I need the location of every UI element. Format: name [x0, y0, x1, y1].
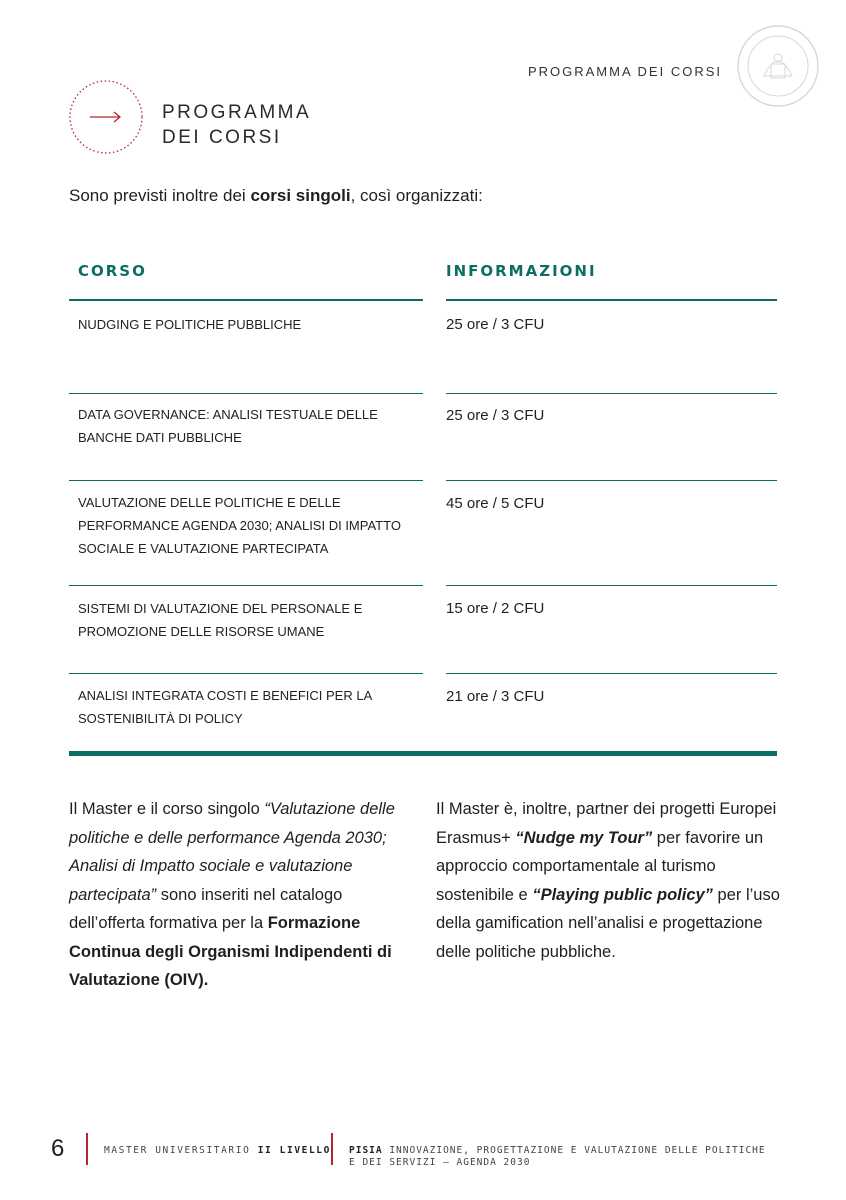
- row-divider: [446, 673, 777, 674]
- oiv-course-title: “Valutazione delle politiche e delle performance Agenda 2030; Analisi di Impatto sociale e valutazione partecipata”: [69, 800, 395, 904]
- course-name: NUDGING E POLITICHE PUBBLICHE: [78, 317, 302, 332]
- row-divider: [69, 480, 423, 481]
- row-divider: [446, 480, 777, 481]
- course-name: SISTEMI DI VALUTAZIONE DEL PERSONALE E PROMOZIONE DELLE RISORSE UMANE: [78, 601, 363, 639]
- oiv-text-2: sono inseriti nel catalogo dell’offerta formativa per la: [69, 885, 343, 932]
- course-info: 45 ore / 5 CFU: [446, 495, 545, 512]
- course-name: ANALISI INTEGRATA COSTI E BENEFICI PER LA SOSTENIBILITÀ DI POLICY: [78, 688, 372, 726]
- row-divider: [446, 585, 777, 586]
- oiv-paragraph: [69, 795, 399, 995]
- intro-bold: corsi singoli: [250, 186, 351, 205]
- footer-master-text: MASTER UNIVERSITARIO: [104, 1145, 258, 1156]
- footer-divider: [86, 1133, 88, 1165]
- right-arrow-icon: [68, 79, 144, 155]
- section-title-line1: PROGRAMMA: [162, 102, 312, 123]
- erasmus-text-2: per favorire un approccio comportamentale al turismo sostenibile e: [436, 828, 764, 904]
- row-divider: [69, 585, 423, 586]
- course-info: 21 ore / 3 CFU: [446, 688, 545, 705]
- header-divider-right: [446, 299, 777, 301]
- course-info: 25 ore / 3 CFU: [446, 407, 545, 424]
- oiv-bold-text: Formazione Continua degli Organismi Indipendenti di Valutazione (OIV).: [69, 914, 392, 989]
- oiv-text-1: Il Master e il corso singolo: [69, 800, 265, 818]
- row-divider: [69, 393, 423, 394]
- course-info: 25 ore / 3 CFU: [446, 316, 545, 333]
- footer-divider: [331, 1133, 333, 1165]
- intro-after: , così organizzati:: [350, 186, 483, 205]
- column-header-info: INFORMAZIONI: [446, 262, 597, 280]
- running-header: PROGRAMMA DEI CORSI: [527, 64, 722, 79]
- erasmus-text-3: per l’uso della gamification nell’analisi e progettazione delle politiche pubbliche.: [436, 885, 780, 961]
- course-info: 15 ore / 2 CFU: [446, 600, 545, 617]
- footer-program-text: INNOVAZIONE, PROGETTAZIONE E VALUTAZIONE DELLE POLITICHE E DEI SERVIZI – AGENDA 2030: [349, 1145, 766, 1168]
- section-title-line2: DEI CORSI: [162, 127, 282, 148]
- university-seal-icon: [736, 24, 820, 108]
- course-name: DATA GOVERNANCE: ANALISI TESTUALE DELLE BANCHE DATI PUBBLICHE: [78, 407, 378, 445]
- footer-level: II LIVELLO: [257, 1145, 331, 1156]
- page-number: 6: [51, 1135, 65, 1162]
- section-title: [162, 100, 311, 150]
- row-divider: [69, 673, 423, 674]
- erasmus-paragraph: [436, 795, 786, 966]
- intro-before: Sono previsti inoltre dei: [69, 186, 251, 205]
- intro-text: [69, 186, 483, 206]
- project-nudge-my-tour: “Nudge my Tour”: [515, 828, 653, 847]
- footer-brand: PISIA: [349, 1145, 383, 1156]
- course-name: VALUTAZIONE DELLE POLITICHE E DELLE PERFORMANCE AGENDA 2030; ANALISI DI IMPATTO SOCIALE E VALUTAZIONE PARTECIPATA: [78, 495, 401, 556]
- header-divider-left: [69, 299, 423, 301]
- row-divider: [446, 393, 777, 394]
- column-header-course: CORSO: [78, 262, 147, 280]
- footer-master-level: [104, 1145, 331, 1156]
- footer-program-title: [349, 1145, 779, 1169]
- erasmus-text-1: Il Master è, inoltre, partner dei progetti Europei Erasmus+: [436, 800, 777, 847]
- project-playing-public-policy: “Playing public policy”: [532, 885, 713, 904]
- table-bottom-rule: [69, 751, 777, 756]
